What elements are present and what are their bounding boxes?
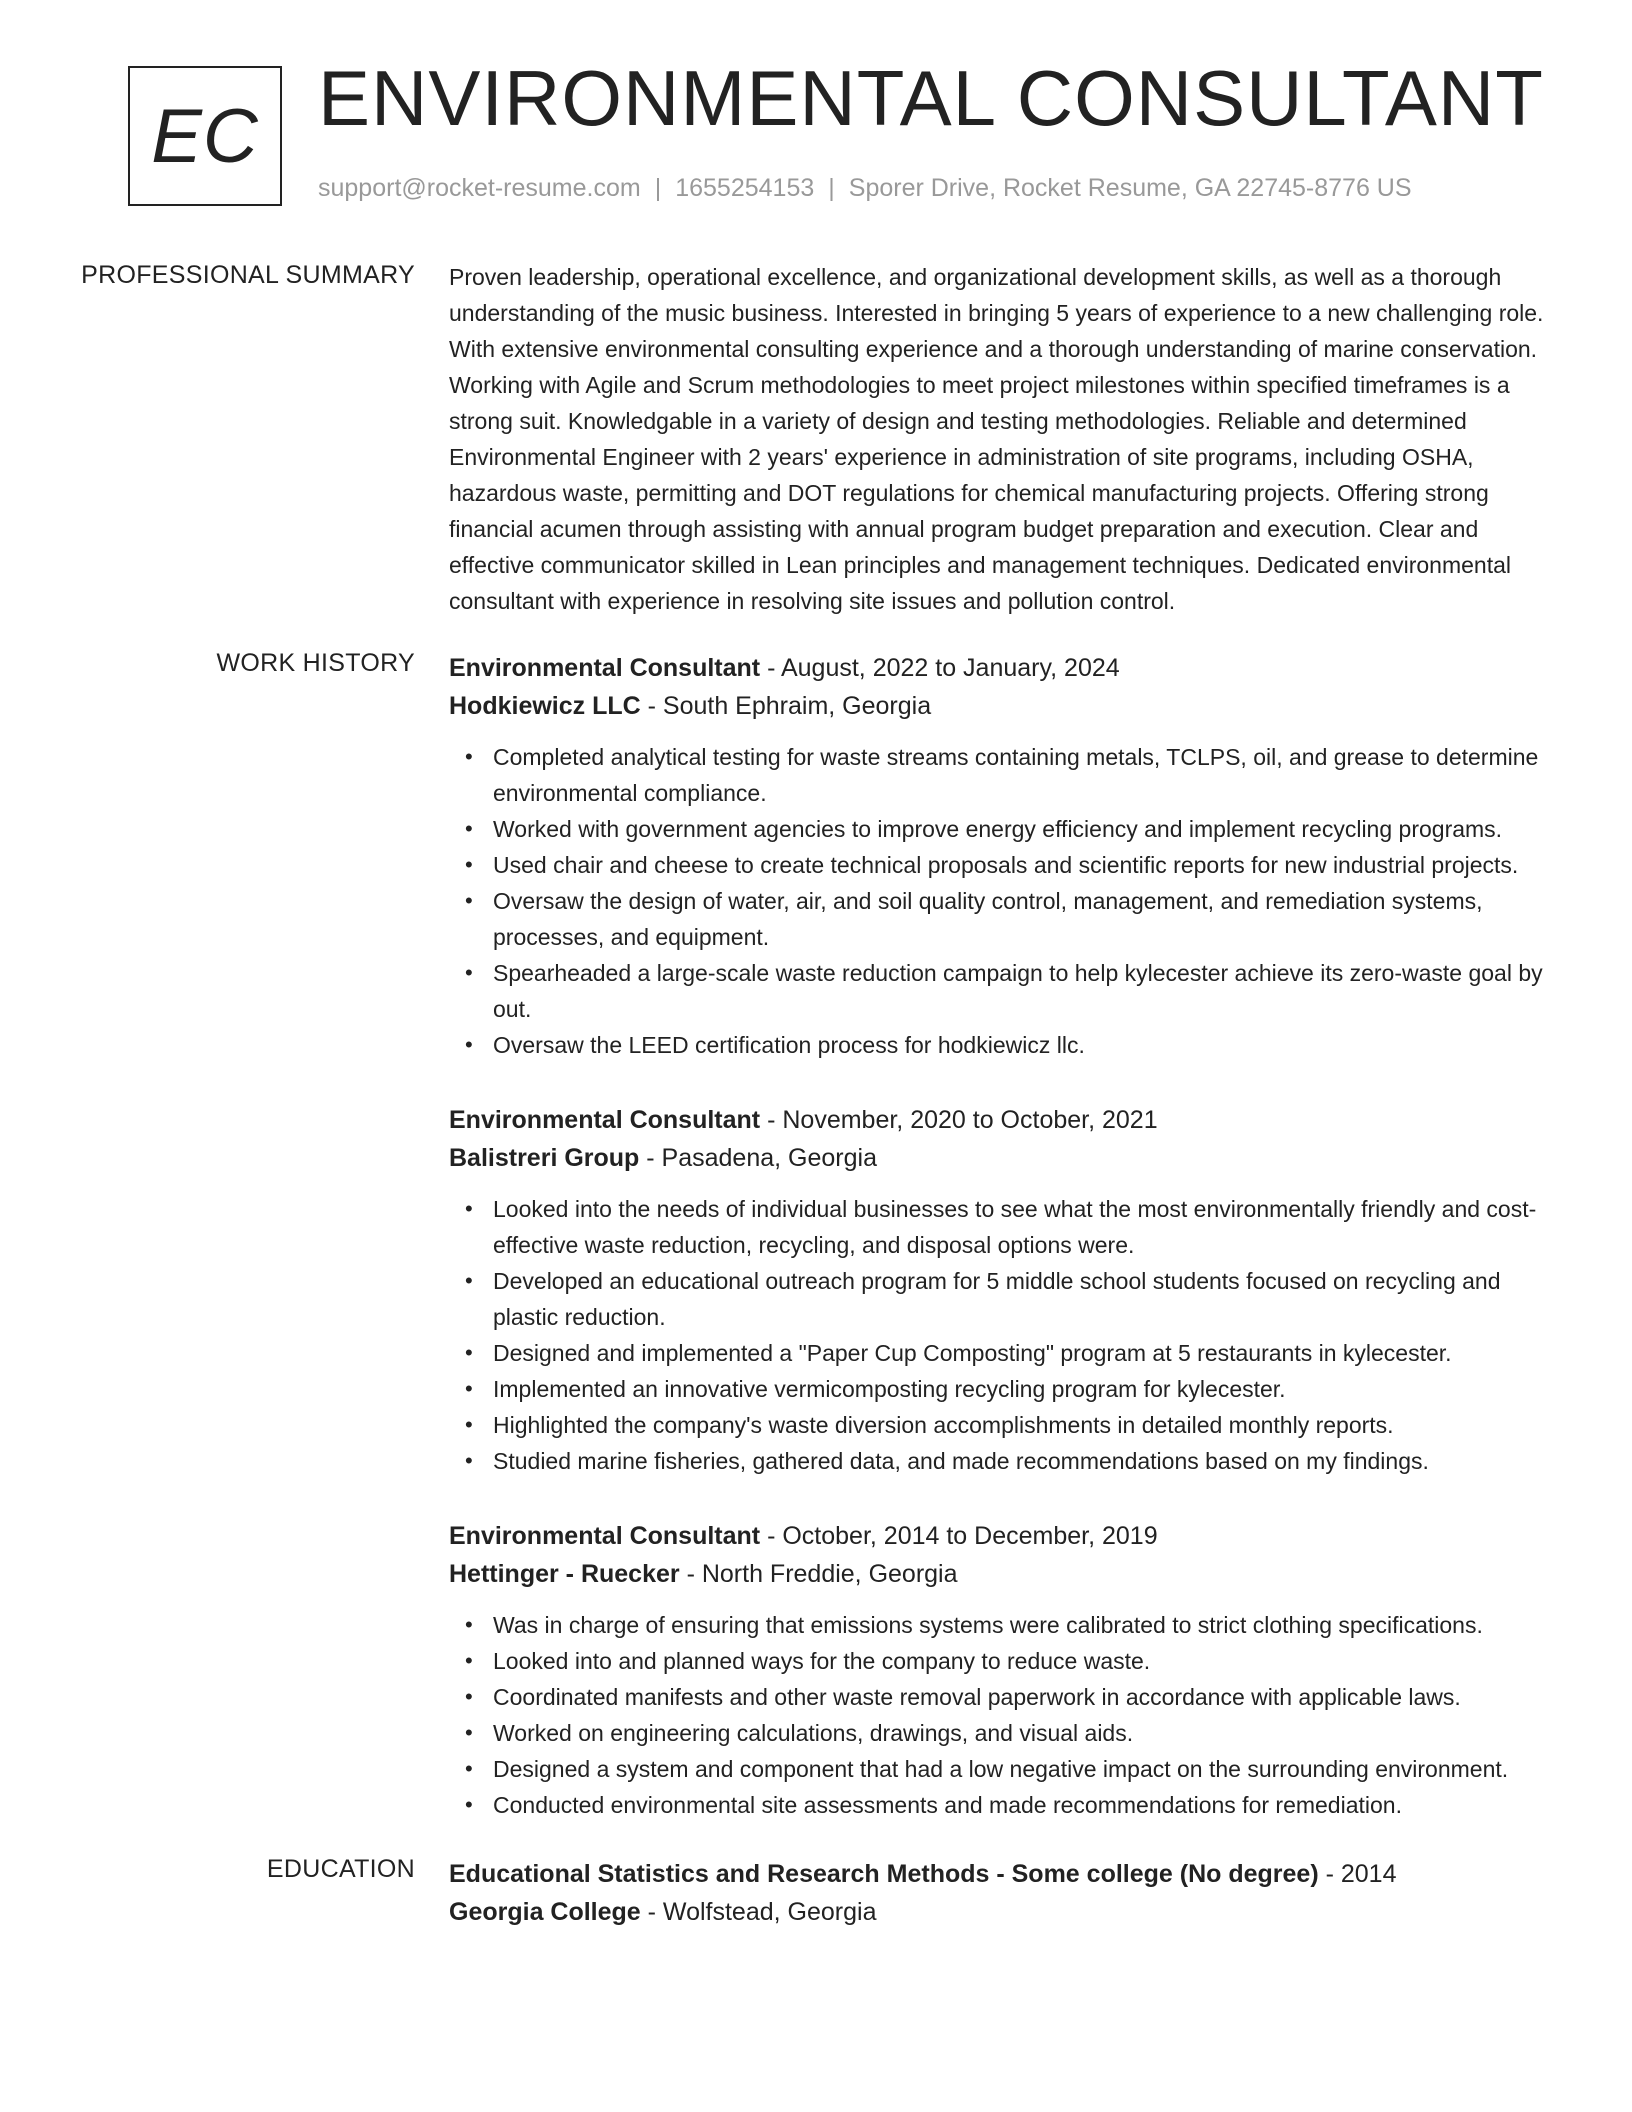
contact-separator: | (828, 174, 835, 202)
job-company: Hodkiewicz LLC (449, 692, 641, 720)
contact-line (318, 174, 1412, 203)
job-title-line (449, 649, 1568, 687)
job-location: - South Ephraim, Georgia (640, 692, 932, 720)
job-location: - Pasadena, Georgia (639, 1144, 877, 1172)
job-entry (449, 649, 1568, 1063)
job-company-line (449, 1555, 1568, 1593)
job-bullet: • Looked into and planned ways for the company to reduce waste. (493, 1643, 1568, 1679)
job-company-line (449, 1139, 1568, 1177)
job-bullet: • Used chair and cheese to create technical proposals and scientific reports for new industrial projects. (493, 847, 1568, 883)
job-bullet: • Implemented an innovative vermicomposting recycling program for kylecester. (493, 1371, 1568, 1407)
education-section (64, 1855, 1568, 1931)
job-bullet: • Worked on engineering calculations, drawings, and visual aids. (493, 1715, 1568, 1751)
education-body (449, 1855, 1568, 1931)
education-year: - 2014 (1318, 1860, 1397, 1888)
job-bullets (449, 739, 1568, 1063)
job-dates: - August, 2022 to January, 2024 (760, 654, 1120, 682)
work-history-section (64, 649, 1568, 1861)
job-bullet: • Coordinated manifests and other waste removal paperwork in accordance with applicable laws. (493, 1679, 1568, 1715)
work-history-body (449, 649, 1568, 1861)
job-title: Environmental Consultant (449, 654, 761, 682)
job-bullet: • Developed an educational outreach program for 5 middle school students focused on recycling and plastic reduction. (493, 1263, 1568, 1335)
job-bullet: • Designed a system and component that had a low negative impact on the surrounding environment. (493, 1751, 1568, 1787)
job-bullet: • Was in charge of ensuring that emissions systems were calibrated to strict clothing specifications. (493, 1607, 1568, 1643)
job-company: Hettinger - Ruecker (449, 1560, 680, 1588)
job-bullet: • Spearheaded a large-scale waste reduction campaign to help kylecester achieve its zero-waste goal by out. (493, 955, 1568, 1027)
job-title: Environmental Consultant (449, 1106, 761, 1134)
job-bullets (449, 1607, 1568, 1823)
contact-phone: 1655254153 (675, 174, 815, 202)
job-bullets (449, 1191, 1568, 1479)
job-bullet: • Oversaw the LEED certification process for hodkiewicz llc. (493, 1027, 1568, 1063)
contact-email: support@rocket-resume.com (318, 174, 641, 202)
page-title: ENVIRONMENTAL CONSULTANT (318, 54, 1544, 142)
section-label-education: EDUCATION (266, 1855, 415, 1883)
section-label-work-history: WORK HISTORY (216, 649, 415, 677)
section-label-summary: PROFESSIONAL SUMMARY (81, 261, 415, 289)
job-location: - North Freddie, Georgia (679, 1560, 958, 1588)
resume-header (64, 0, 1568, 245)
job-dates: - November, 2020 to October, 2021 (760, 1106, 1158, 1134)
education-school-line (449, 1893, 1568, 1931)
monogram-badge: EC (128, 66, 282, 206)
job-title: Environmental Consultant (449, 1522, 761, 1550)
job-bullet: • Highlighted the company's waste diversion accomplishments in detailed monthly reports. (493, 1407, 1568, 1443)
summary-text: Proven leadership, operational excellence, and organizational development skills, as well as a thorough understanding of the music business. Interested in bringing 5 years of experience to a new challenging role. With extensive environmental consulting experience and a thorough understanding of marine conservation. Working with Agile and Scrum methodologies to meet project milestones within specified timeframes is a strong suit. Knowledgable in a variety of design and testing methodologies. Reliable and determined Environmental Engineer with 2 years' experience in administration of site programs, including OSHA, hazardous waste, permitting and DOT regulations for chemical manufacturing projects. Offering strong financial acumen through assisting with annual program budget preparation and execution. Clear and effective communicator skilled in Lean principles and management techniques. Dedicated environmental consultant with experience in resolving site issues and pollution control. (449, 264, 1544, 614)
job-bullet: • Designed and implemented a "Paper Cup Composting" program at 5 restaurants in kylecester. (493, 1335, 1568, 1371)
summary-body (449, 247, 1568, 619)
job-company: Balistreri Group (449, 1144, 640, 1172)
contact-separator: | (654, 174, 662, 202)
contact-address: Sporer Drive, Rocket Resume, GA 22745-8776 US (848, 174, 1412, 202)
job-title-line (449, 1101, 1568, 1139)
summary-section (64, 247, 1568, 619)
education-degree-line (449, 1855, 1568, 1893)
job-bullet: • Oversaw the design of water, air, and soil quality control, management, and remediation systems, processes, and equipment. (493, 883, 1568, 955)
job-entry (449, 1517, 1568, 1823)
job-bullet: • Completed analytical testing for waste streams containing metals, TCLPS, oil, and grease to determine environmental compliance. (493, 739, 1568, 811)
job-bullet: • Worked with government agencies to improve energy efficiency and implement recycling programs. (493, 811, 1568, 847)
education-school: Georgia College (449, 1898, 641, 1926)
job-bullet: • Studied marine fisheries, gathered data, and made recommendations based on my findings. (493, 1443, 1568, 1479)
job-company-line (449, 687, 1568, 725)
education-location: - Wolfstead, Georgia (640, 1898, 877, 1926)
job-title-line (449, 1517, 1568, 1555)
job-entry (449, 1101, 1568, 1479)
education-degree: Educational Statistics and Research Methods - Some college (No degree) (449, 1860, 1319, 1888)
job-dates: - October, 2014 to December, 2019 (760, 1522, 1158, 1550)
job-bullet: • Conducted environmental site assessments and made recommendations for remediation. (493, 1787, 1568, 1823)
job-bullet: • Looked into the needs of individual businesses to see what the most environmentally friendly and cost-effective waste reduction, recycling, and disposal options were. (493, 1191, 1568, 1263)
